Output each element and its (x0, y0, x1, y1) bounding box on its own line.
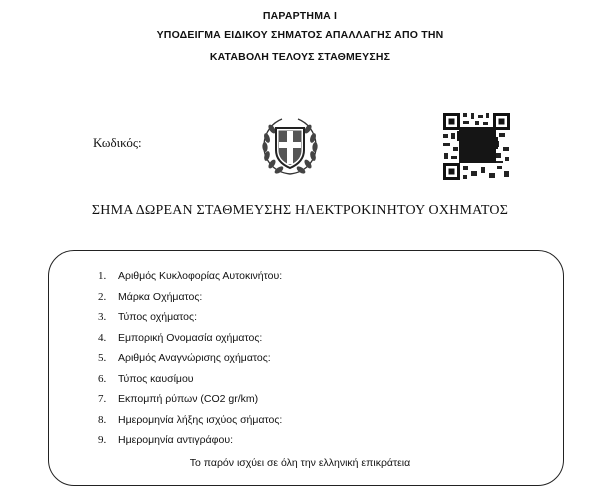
field-label: Τύπος καυσίμου (118, 373, 194, 385)
field-number: 7. (98, 393, 107, 405)
field-number: 4. (98, 332, 107, 344)
field-label: Αριθμός Αναγνώρισης οχήματος: (118, 352, 271, 364)
field-label: Εμπορική Ονομασία οχήματος: (118, 332, 263, 344)
badge-frame (48, 250, 564, 486)
field-label: Αριθμός Κυκλοφορίας Αυτοκινήτου: (118, 270, 283, 282)
field-label: Εκπομπή ρύπων (CO2 gr/km) (118, 393, 259, 405)
validity-notice: Το παρόν ισχύει σε όλη την ελληνική επικράτεια (189, 457, 411, 469)
template-title-line-1: ΥΠΟΔΕΙΓΜΑ ΕΙΔΙΚΟΥ ΣΗΜΑΤΟΣ ΑΠΑΛΛΑΓΗΣ ΑΠΟ ΤΗΝ (156, 29, 444, 41)
field-number: 2. (98, 291, 107, 303)
field-label: Τύπος οχήματος: (118, 311, 198, 323)
field-number: 5. (98, 352, 107, 364)
field-number: 3. (98, 311, 107, 323)
field-label: Ημερομηνία αντιγράφου: (118, 434, 233, 446)
template-title-line-2: ΚΑΤΑΒΟΛΗ ΤΕΛΟΥΣ ΣΤΑΘΜΕΥΣΗΣ (209, 51, 391, 63)
annex-title: ΠΑΡΑΡΤΗΜΑ Ι (262, 10, 338, 22)
field-label: Μάρκα Οχήματος: (118, 291, 203, 303)
field-number: 8. (98, 414, 107, 426)
field-number: 1. (98, 270, 107, 282)
code-label: Κωδικός: (93, 135, 142, 150)
field-label: Ημερομηνία λήξης ισχύος σήματος: (118, 414, 283, 426)
field-number: 6. (98, 373, 107, 385)
qr-code-icon (441, 111, 512, 182)
badge-title: ΣΗΜΑ ΔΩΡΕΑΝ ΣΤΑΘΜΕΥΣΗΣ ΗΛΕΚΤΡΟΚΙΝΗΤΟΥ ΟΧΗΜΑΤΟΣ (91, 203, 509, 218)
field-number: 9. (98, 434, 107, 446)
greek-coat-of-arms-icon (258, 114, 322, 178)
